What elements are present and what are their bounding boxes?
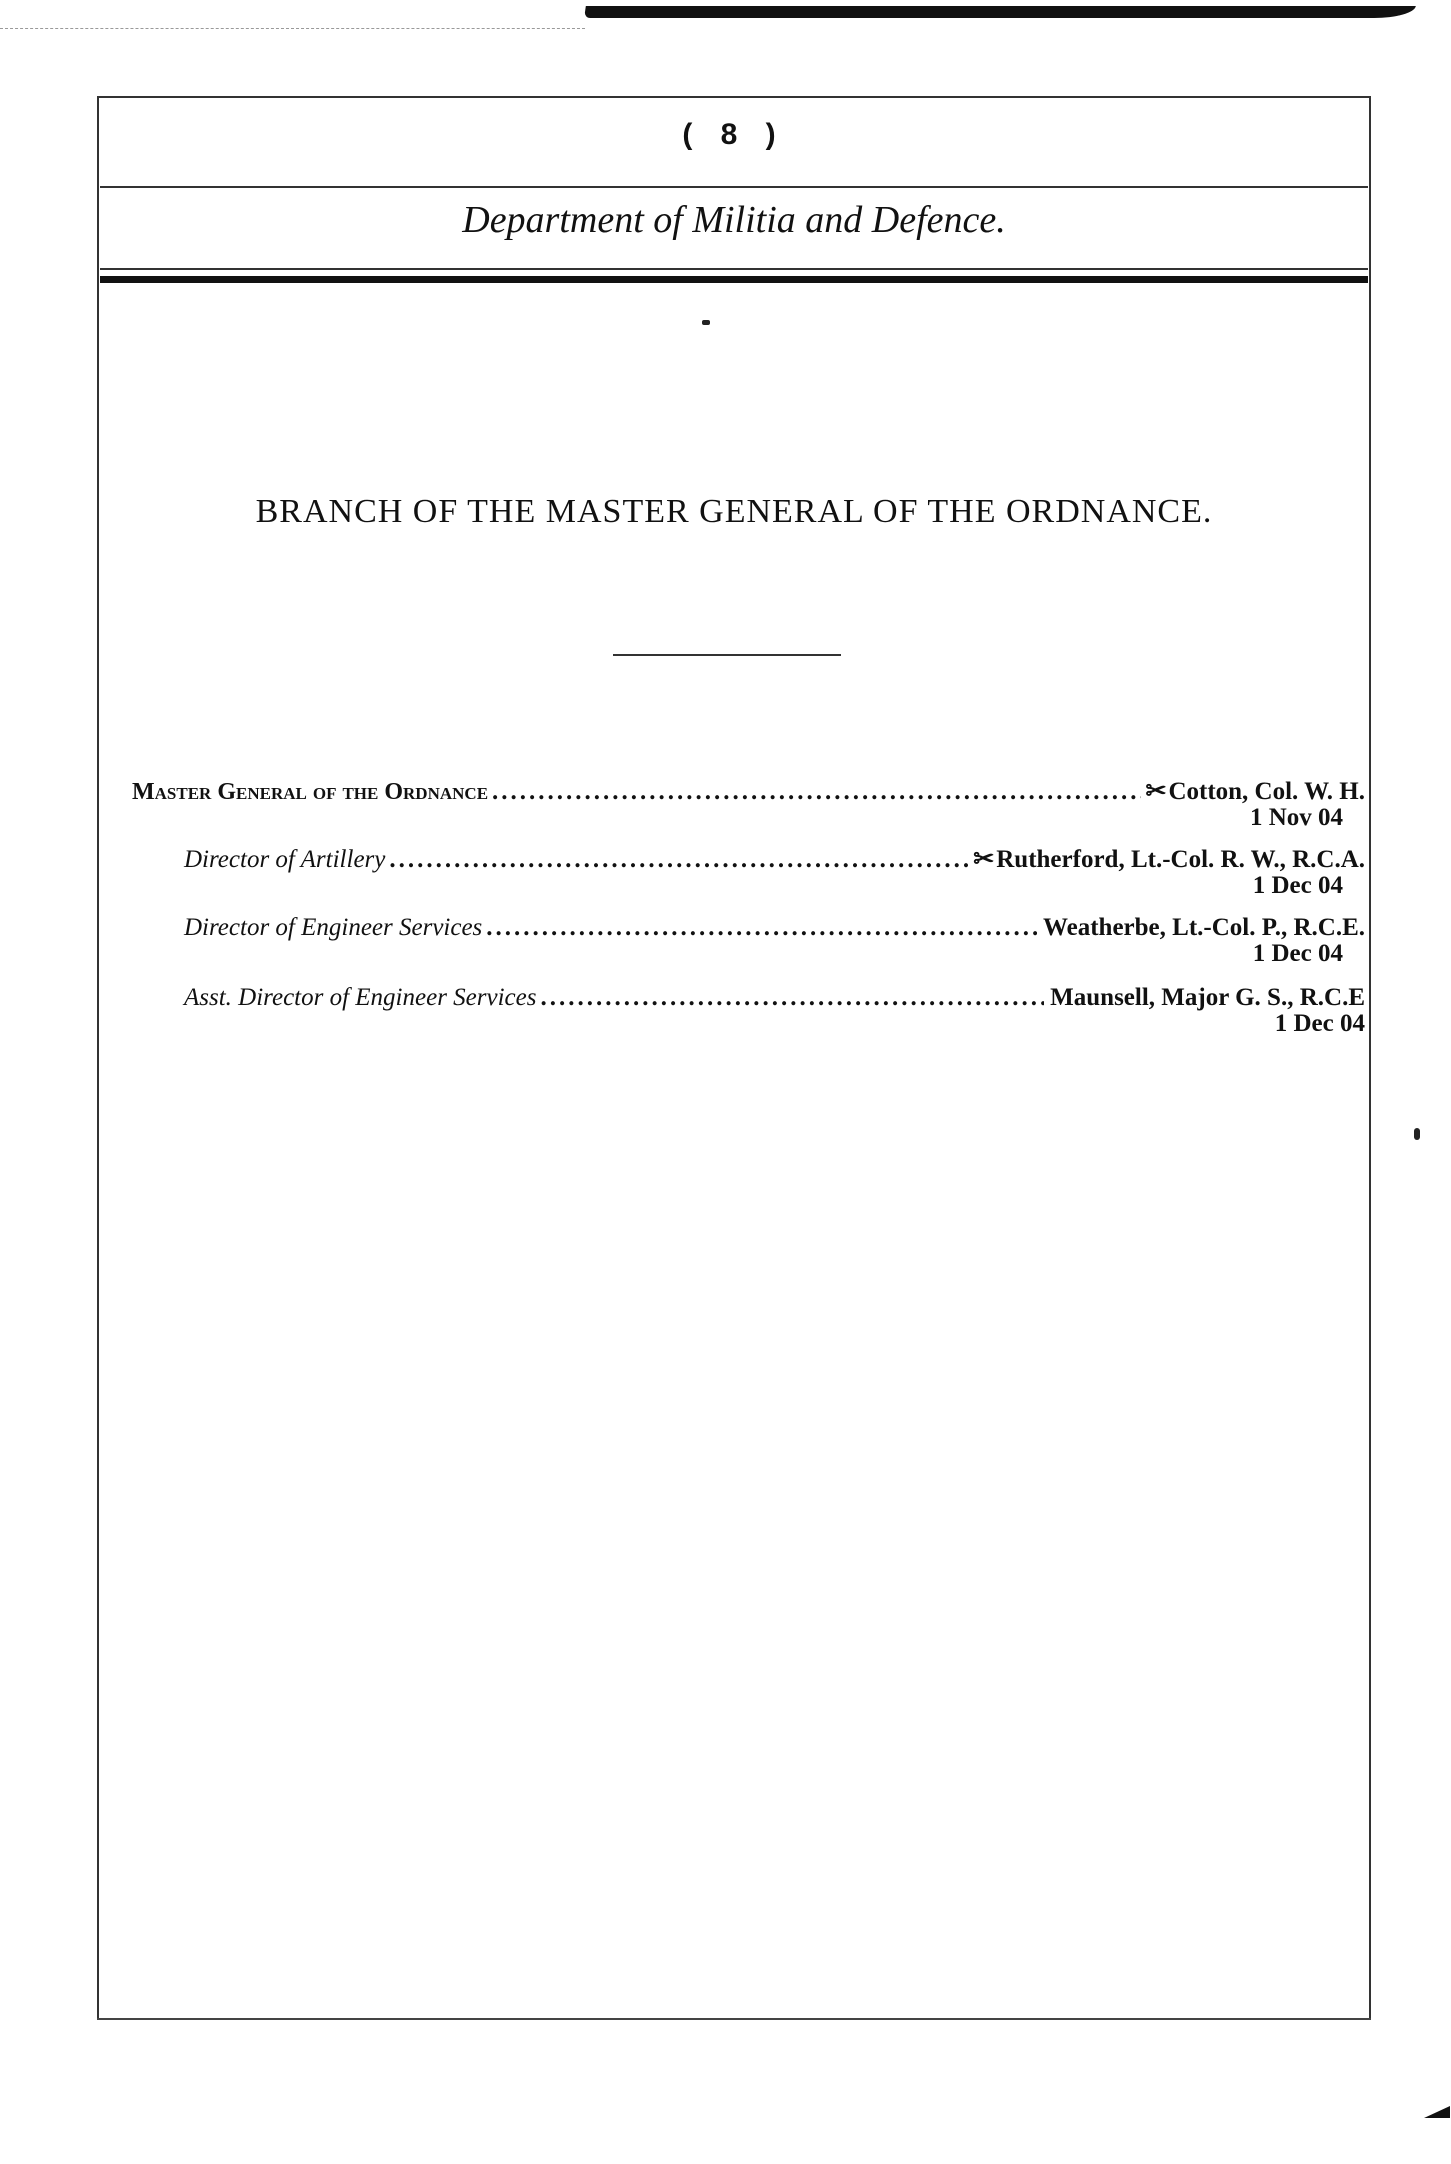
page-frame [97, 96, 1371, 2020]
entry-title: Master General of the Ordnance [132, 779, 489, 805]
entry-master-general [132, 778, 1365, 838]
entry-date: 1 Nov 04 [1249, 804, 1343, 831]
dot-leader [540, 984, 1044, 1012]
branch-title: BRANCH OF THE MASTER GENERAL OF THE ORDNANCE. [255, 493, 1213, 530]
running-head: Department of Militia and Defence. [462, 199, 1006, 241]
entry-director-artillery [184, 846, 1365, 906]
header-rule-thick [100, 276, 1368, 283]
dot-leader [486, 914, 1037, 942]
entry-date: 1 Dec 04 [1274, 1010, 1365, 1037]
entry-name-text: Rutherford, Lt.-Col. R. W., R.C.A. [996, 846, 1365, 873]
crossed-swords-icon: ✂ [1145, 778, 1167, 805]
crossed-swords-icon: ✂ [973, 846, 995, 873]
entry-name-text: Weatherbe, Lt.-Col. P., R.C.E. [1043, 914, 1365, 941]
page-number: ( 8 ) [682, 118, 786, 151]
entry-name [1041, 914, 1365, 942]
entry-title: Asst. Director of Engineer Services [184, 984, 537, 1011]
section-divider [613, 654, 841, 656]
entry-date: 1 Dec 04 [1252, 872, 1343, 899]
entry-name [1048, 984, 1365, 1012]
entry-asst-director-engineer-services [184, 984, 1365, 1044]
header-rule-thin [100, 268, 1368, 270]
dot-leader [389, 846, 969, 874]
entry-name-text: Maunsell, Major G. S., R.C.E [1050, 984, 1365, 1011]
stray-ink-mark [1414, 1128, 1420, 1140]
page-frame-bottom-rule [97, 2018, 1371, 2020]
entry-title: Director of Engineer Services [184, 914, 483, 941]
scan-dash-line [0, 28, 585, 29]
entry-title: Director of Artillery [184, 846, 386, 873]
dot-leader [492, 778, 1141, 806]
scan-smear [584, 6, 1416, 18]
entry-director-engineer-services [184, 914, 1365, 974]
header-rule-top [100, 186, 1368, 188]
entry-name-text: Cotton, Col. W. H. [1168, 778, 1365, 805]
entry-name [973, 846, 1365, 874]
entry-name [1145, 778, 1365, 806]
entry-date: 1 Dec 04 [1252, 940, 1343, 967]
scan-corner-mark [1424, 2106, 1450, 2118]
stray-ink-dot [702, 320, 710, 325]
